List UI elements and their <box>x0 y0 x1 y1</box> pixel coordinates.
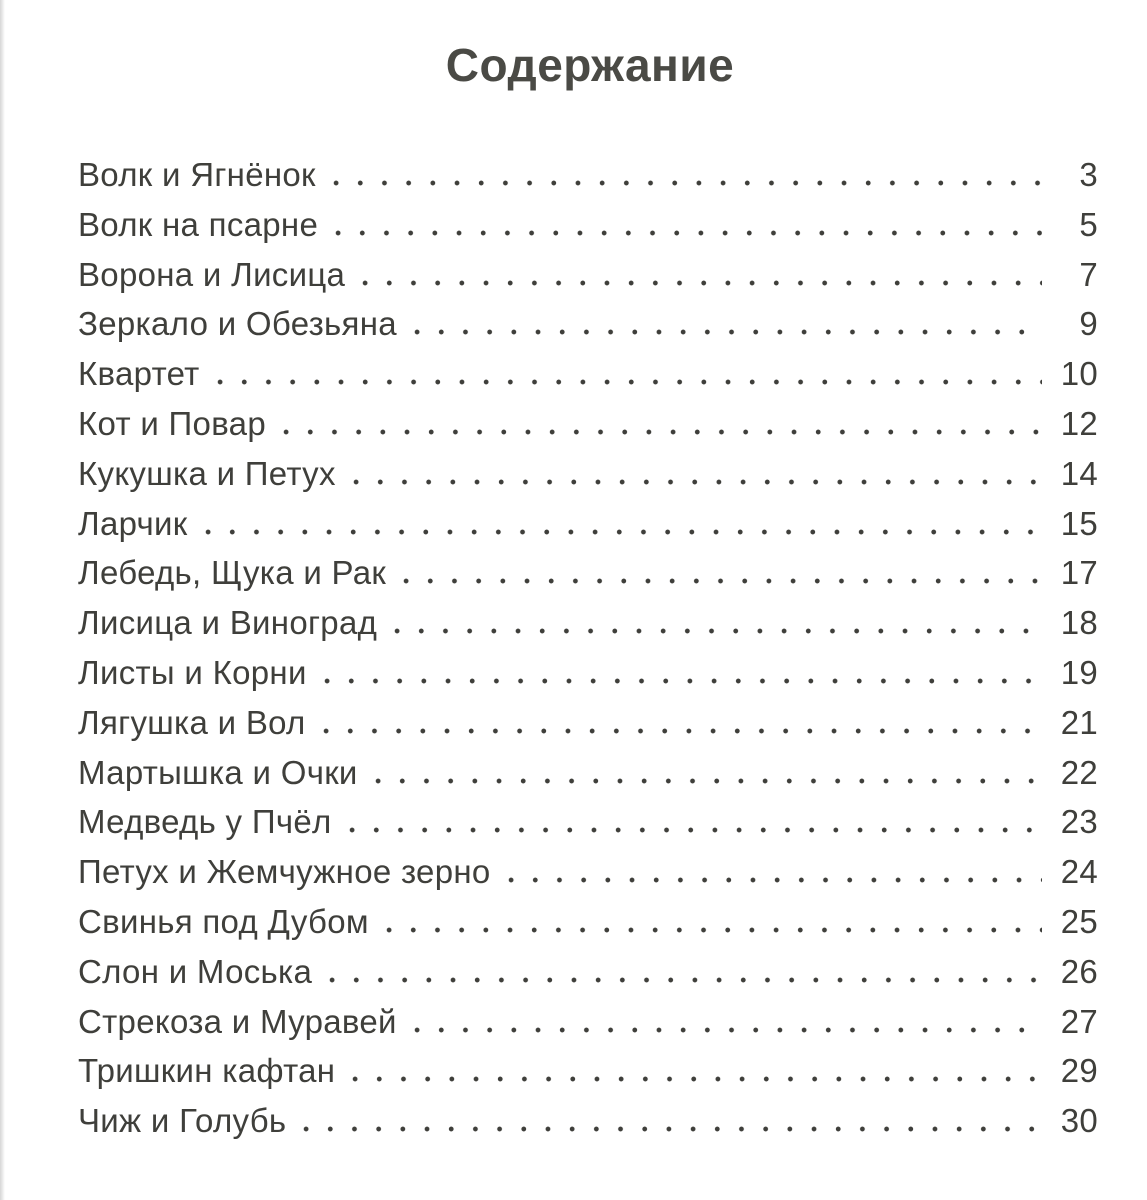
dot-leader <box>326 230 1042 236</box>
toc-entry-page-number: 3 <box>1079 156 1098 193</box>
toc-entry-title: Свинья под Дубом <box>78 902 369 940</box>
dot-leader <box>196 529 1042 535</box>
toc-entry-page-number: 24 <box>1060 853 1098 891</box>
toc-entry <box>78 1052 1098 1102</box>
toc-entry-page-number: 9 <box>1079 305 1098 343</box>
dot-leader <box>344 479 1042 485</box>
toc-entry-title: Лисица и Виноград <box>78 604 378 642</box>
toc-entry <box>78 206 1098 256</box>
toc-entry-page-number: 29 <box>1060 1052 1098 1090</box>
toc-entry-page-number: 22 <box>1060 753 1098 791</box>
toc-entry-page-number: 10 <box>1060 355 1098 393</box>
toc-entry <box>78 256 1098 306</box>
toc-entry-page-number: 26 <box>1060 952 1098 990</box>
toc-entry-title: Стрекоза и Муравей <box>78 1002 397 1040</box>
toc-entry-title: Мартышка и Очки <box>78 753 358 791</box>
toc-entry <box>78 405 1098 455</box>
toc-entry <box>78 853 1098 903</box>
toc-entry-title: Квартет <box>78 355 200 393</box>
toc-entry-page-number: 25 <box>1060 902 1098 940</box>
dot-leader <box>405 1027 1042 1033</box>
dot-leader <box>343 1076 1042 1082</box>
toc-entry-title: Лягушка и Вол <box>78 703 306 741</box>
dot-leader <box>377 927 1042 933</box>
toc-entry <box>78 355 1098 405</box>
toc-entry-page-number: 19 <box>1060 653 1098 691</box>
toc-entry-page-number: 23 <box>1060 803 1098 841</box>
dot-leader <box>394 578 1042 584</box>
toc-entry-title: Медведь у Пчёл <box>78 803 332 841</box>
toc-entry-page-number: 18 <box>1060 604 1098 642</box>
page-title: Содержание <box>445 39 735 91</box>
toc-entry <box>78 754 1098 804</box>
toc-entry-title: Зеркало и Обезьяна <box>78 305 397 343</box>
toc-entry <box>78 604 1098 654</box>
toc-entry-page-number: 30 <box>1060 1102 1098 1140</box>
toc-entry-title: Листы и Корни <box>78 653 307 691</box>
dot-leader <box>274 429 1042 435</box>
toc-entry <box>78 1102 1098 1152</box>
table-of-contents <box>78 156 1098 1152</box>
toc-entry-title: Ларчик <box>78 504 188 542</box>
toc-entry <box>78 505 1098 555</box>
toc-entry <box>78 305 1098 355</box>
toc-entry-title: Слон и Моська <box>78 952 313 990</box>
dot-leader <box>208 379 1042 385</box>
dot-leader <box>499 877 1042 883</box>
toc-entry-page-number: 21 <box>1060 703 1098 741</box>
dot-leader <box>353 280 1042 286</box>
toc-entry-page-number: 5 <box>1079 205 1098 243</box>
toc-entry-title: Чиж и Голубь <box>78 1102 287 1140</box>
dot-leader <box>385 628 1042 634</box>
toc-entry <box>78 455 1098 505</box>
toc-entry <box>78 554 1098 604</box>
toc-entry-page-number: 14 <box>1060 454 1098 492</box>
toc-entry-title: Кукушка и Петух <box>78 454 336 492</box>
toc-entry-page-number: 15 <box>1060 504 1098 542</box>
dot-leader <box>340 827 1042 833</box>
toc-entry-page-number: 27 <box>1060 1002 1098 1040</box>
dot-leader <box>314 728 1042 734</box>
dot-leader <box>315 678 1042 684</box>
dot-leader <box>320 977 1042 983</box>
toc-entry-title: Лебедь, Щука и Рак <box>78 554 387 592</box>
page-edge-shadow <box>0 0 5 1200</box>
toc-entry-title: Ворона и Лисица <box>78 255 346 293</box>
toc-entry <box>78 156 1098 206</box>
toc-entry-page-number: 17 <box>1060 554 1098 592</box>
toc-entry-page-number: 7 <box>1079 255 1098 293</box>
toc-entry <box>78 704 1098 754</box>
toc-entry-title: Петух и Жемчужное зерно <box>78 853 491 891</box>
toc-entry <box>78 1003 1098 1053</box>
dot-leader <box>405 329 1042 335</box>
toc-entry-page-number: 12 <box>1060 404 1098 442</box>
dot-leader <box>294 1126 1042 1132</box>
toc-entry <box>78 654 1098 704</box>
dot-leader <box>366 778 1042 784</box>
toc-entry-title: Волк на псарне <box>78 205 319 243</box>
toc-entry-title: Тришкин кафтан <box>78 1052 336 1090</box>
toc-entry <box>78 953 1098 1003</box>
toc-entry-title: Волк и Ягнёнок <box>78 156 316 193</box>
toc-entry-title: Кот и Повар <box>78 404 266 442</box>
dot-leader <box>324 180 1042 186</box>
toc-entry <box>78 803 1098 853</box>
toc-entry <box>78 903 1098 953</box>
